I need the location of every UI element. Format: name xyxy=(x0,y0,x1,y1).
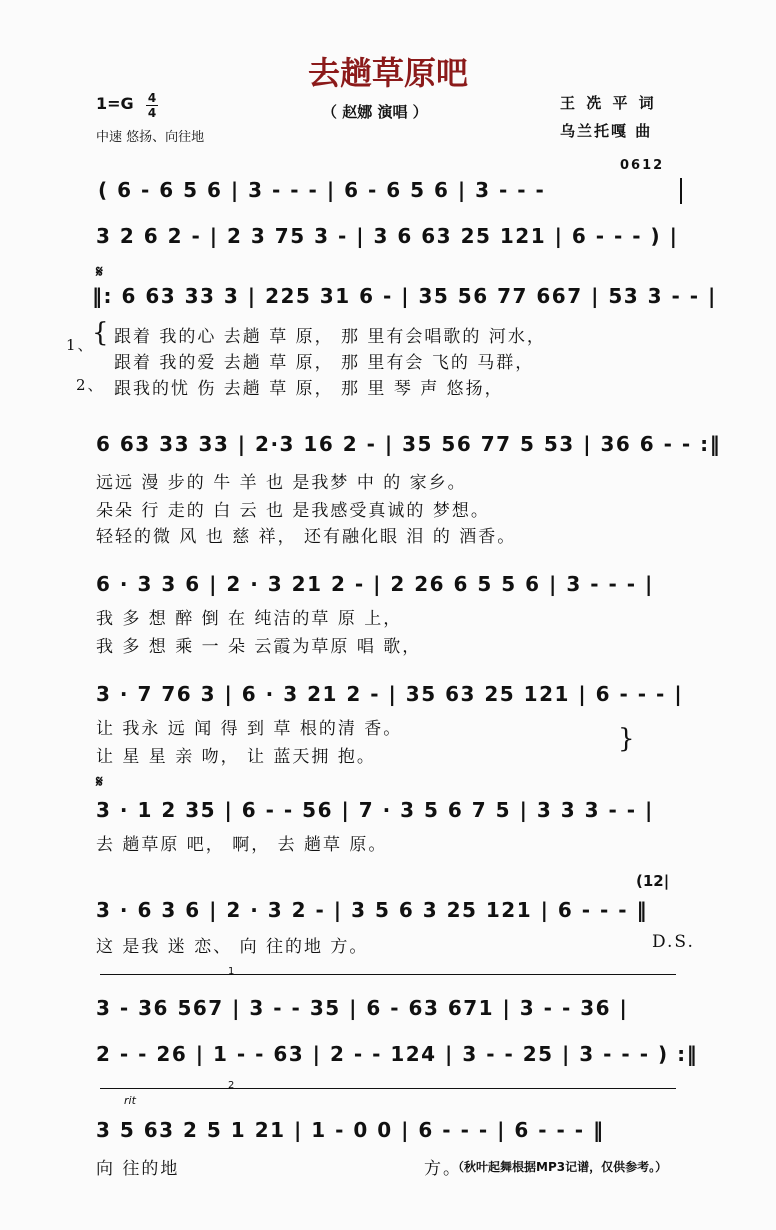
dal-segno-mark: D.S. xyxy=(652,932,695,952)
composer-credit: 乌兰托嘎 曲 xyxy=(560,122,653,140)
final-lyric: 方。 xyxy=(424,1159,462,1179)
chorus-lyrics-1: 我 多 想 醉 倒 在 纯洁的草 原 上， xyxy=(96,609,403,629)
ending1-notes-line-2: 2 - - 26 | 1 - - 63 | 2 - - 124 | 3 - - 25 | 3 - - - ) :‖ xyxy=(96,1042,699,1066)
tempo-marking: 中速 悠扬、向往地 xyxy=(96,130,205,145)
segno-sign-2: 𝄋 xyxy=(96,772,103,791)
verse-label-1: 1、 xyxy=(66,336,95,354)
ending1-notes-line-1: 3 - 36 567 | 3 - - 35 | 6 - 63 671 | 3 - - 36 | xyxy=(96,996,629,1020)
verse-notes-line-2: 6 63 33 33 | 2·3 16 2 - | 35 56 77 5 53 | 36 6 - - :‖ xyxy=(96,432,722,456)
pickup-notes: 0612 xyxy=(620,158,665,173)
intro-line-2: 3 2 6 2 - | 2 3 75 3 - | 3 6 63 25 121 | 6 - - - ) | xyxy=(96,224,679,248)
verse-lyrics-5: 轻轻的微 风 也 慈 祥， 还有融化眼 泪 的 酒香。 xyxy=(96,527,517,547)
singer-credit: （ 赵娜 演唱 ） xyxy=(322,103,428,121)
transcription-note: （秋叶起舞根据MP3记谱，仅供参考。） xyxy=(452,1160,668,1174)
segno-sign-1: 𝄋 xyxy=(96,262,103,281)
chorus-lyrics-4: 让 星 星 亲 吻， 让 蓝天拥 抱。 xyxy=(96,747,376,767)
time-signature-top: 4 xyxy=(147,91,157,105)
chorus-lyrics-2: 我 多 想 乘 一 朵 云霞为草原 唱 歌， xyxy=(96,637,422,657)
volta-bracket-1 xyxy=(100,974,676,975)
volta-bracket-2 xyxy=(100,1088,676,1089)
intro-line-1: ( 6 - 6 5 6 | 3 - - - | 6 - 6 5 6 | 3 - - - xyxy=(98,178,546,202)
verse-lyrics-1b: 跟着 我的爱 去趟 草 原， 那 里有会 飞的 马群， xyxy=(114,353,535,373)
chorus-notes-line-2: 3 · 7 76 3 | 6 · 3 21 2 - | 35 63 25 121 | 6 - - - | xyxy=(96,682,684,706)
refrain-notes-line-1: 3 · 1 2 35 | 6 - - 56 | 7 · 3 5 6 7 5 | 3 3 3 - - | xyxy=(96,798,654,822)
verse-lyrics-3: 远远 漫 步的 牛 羊 也 是我梦 中 的 家乡。 xyxy=(96,473,467,493)
chorus-notes-line-1: 6 · 3 3 6 | 2 · 3 21 2 - | 2 26 6 5 5 6 | 3 - - - | xyxy=(96,572,654,596)
verse-notes-line-1: ‖: 6 63 33 3 | 225 31 6 - | 35 56 77 667 | 53 3 - - | xyxy=(92,284,717,308)
ritardando-mark: rit xyxy=(124,1094,136,1107)
time-signature xyxy=(146,92,158,119)
refrain-lyrics-1: 去 趟草原 吧， 啊， 去 趟草 原。 xyxy=(96,835,388,855)
volta-number-1: 1 xyxy=(228,966,235,977)
lyricist-credit: 王 冼 平 词 xyxy=(560,94,657,112)
ending2-lyrics: 向 往的地 xyxy=(96,1159,180,1179)
verse-label-2: 2、 xyxy=(76,376,105,394)
key-signature: 1=G xyxy=(96,94,134,113)
refrain-notes-line-2: 3 · 6 3 6 | 2 · 3 2 - | 3 5 6 3 25 121 | 6 - - - ‖ xyxy=(96,898,649,922)
ending2-notes: 3 5 63 2 5 1 21 | 1 - 0 0 | 6 - - - | 6 - - - ‖ xyxy=(96,1118,605,1142)
refrain-lyrics-2: 这 是我 迷 恋、 向 往的地 方。 xyxy=(96,937,369,957)
verse-lyrics-1a: 跟着 我的心 去趟 草 原， 那 里有会唱歌的 河水， xyxy=(114,327,546,347)
verse-lyrics-2: 跟我的忧 伤 去趟 草 原， 那 里 琴 声 悠扬， xyxy=(114,379,504,399)
chorus-lyrics-3: 让 我永 远 闻 得 到 草 根的清 香。 xyxy=(96,719,403,739)
verse-lyrics-4: 朵朵 行 走的 白 云 也 是我感受真诚的 梦想。 xyxy=(96,501,490,521)
volta-number-2: 2 xyxy=(228,1080,235,1091)
repeat-bracket-label: (12| xyxy=(636,872,670,890)
song-title: 去趟草原吧 xyxy=(307,54,468,92)
time-signature-bottom: 4 xyxy=(147,106,157,120)
